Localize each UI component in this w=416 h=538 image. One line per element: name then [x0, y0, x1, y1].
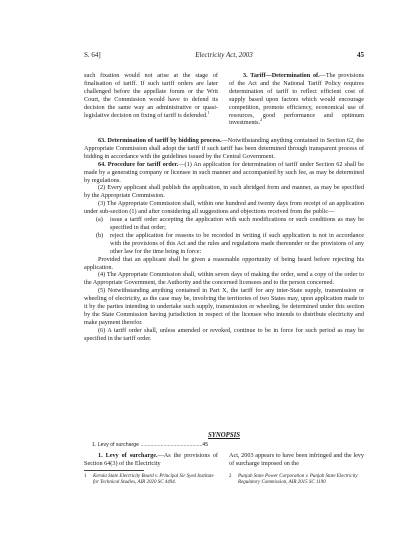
main-body	[84, 137, 364, 343]
bottom-left-column	[84, 452, 218, 468]
synopsis-title: SYNOPSIS	[207, 432, 241, 439]
section-64-sub6: (6) A tariff order shall, unless amended or revoked, continue to be in force for such period as may be specified in the tariff order.	[84, 326, 364, 342]
running-header	[84, 52, 364, 62]
footnote-ref: 2	[260, 117, 263, 123]
clause-b	[84, 232, 364, 256]
section-63-heading: 63. Determination of tariff by bidding process.	[98, 137, 222, 144]
footnote-text: Kerala State Electricity Board v. Principal Sir Syed Institute for Technical Studies, AIR 2020 SC 4494.	[93, 474, 214, 486]
section-64-sub1: —(1) An application for determination of tariff under Section 62 shall be made by a generating company or licensee in such manner and accompanied by such fee, as may be determined by regulations.	[84, 160, 365, 184]
top-left-text: such fixation would not arise at the stage of finalisation of tariff. If such tariff orders are later challenged before the appellate forum or the Writ Court, the Commission would have to defend its decision the same way an administrative or quasi-legislative decision on fixing of tariff is defended.	[84, 72, 218, 119]
tariff-determination-heading: 3. Tariff—Determination of.	[243, 72, 320, 79]
section-64-sub3: (3) The Appropriate Commission shall, within one hundred and twenty days from receipt of an application under sub-section (1) and after considering all suggestions and objections received from the public—	[84, 200, 364, 216]
section-63-text: —Notwithstanding anything contained in Section 62, the Appropriate Commission shall adopt the tariff if such tariff has been determined through transparent process of bidding in accordance with the guidelines issued by the Central Government.	[84, 137, 364, 160]
section-64-sub2: (2) Every applicant shall publish the application, in such abridged form and manner, as may be specified by the Appropriate Commission.	[84, 184, 364, 200]
section-64-heading: 64. Procedure for tariff order.	[98, 160, 179, 168]
top-left-column	[84, 72, 218, 119]
synopsis-item: 1. Levy of surcharge ...........................................45	[92, 442, 209, 448]
bottom-right-column	[229, 452, 364, 468]
footnote-number: 1	[84, 474, 87, 479]
clause-a-text: issue a tariff order accepting the application with such modifications or such conditions as may be specified in that order;	[110, 216, 364, 231]
page-number: 45	[357, 51, 364, 59]
top-right-text: —The provisions of the Act and the National Tariff Policy requires determination of tariff to reflect efficient cost of supply based upon factors which would encourage competition, promote efficiency, economical use of resources, good performance and optimum investments.	[229, 72, 364, 127]
levy-surcharge-heading: 1. Levy of surcharge.	[98, 452, 158, 459]
proviso: Provided that an applicant shall be given a reasonable opportunity of being heard before rejecting his application.	[84, 255, 364, 271]
bottom-right-text: Act, 2003 appears to have been infringed and the levy of surcharge imposed on the	[229, 452, 364, 467]
top-right-column	[229, 72, 364, 127]
section-reference: S. 64]	[84, 51, 101, 59]
section-64-sub4: (4) The Appropriate Commission shall, within seven days of making the order, send a copy of the order to the Appropriate Government, the Authority and the concerned licensees and to the person concerned.	[84, 271, 364, 287]
running-title: Electricity Act, 2003	[195, 51, 253, 59]
footnote-ref: 1	[207, 109, 210, 115]
section-64-sub5: (5) Notwithstanding anything contained in Part X, the tariff for any inter-State supply, transmission or wheeling of electricity, as the case may be, involving the territories of two States may, upon application made to it by the parties intending to undertake such supply, transmission or wheeling, be determined under this section by the State Commission having jurisdiction in respect of the licensee who intends to distribute electricity and make payment therefor.	[84, 287, 364, 326]
footnote-text: Punjab State Power Corporation v. Punjab State Electricity Regulatory Commission, AIR 2015 SC 1190	[238, 474, 358, 486]
footnote-2	[229, 474, 364, 486]
clause-a-mark: (a)	[96, 216, 103, 224]
footnote-number: 2	[229, 474, 232, 479]
footnote-1	[84, 474, 218, 486]
footnote-divider	[84, 470, 144, 471]
levy-surcharge-text: —As the provisions of Section 64(3) of the Electricity	[84, 452, 218, 467]
clause-b-text: reject the application for reasons to be recorded in writing if such application is not in accordance with the provisions of this Act and the rules and regulations made thereunder or the provisions of any other law for the time being in force:	[110, 231, 364, 255]
clause-a	[84, 216, 364, 232]
clause-b-mark: (b)	[96, 231, 104, 239]
